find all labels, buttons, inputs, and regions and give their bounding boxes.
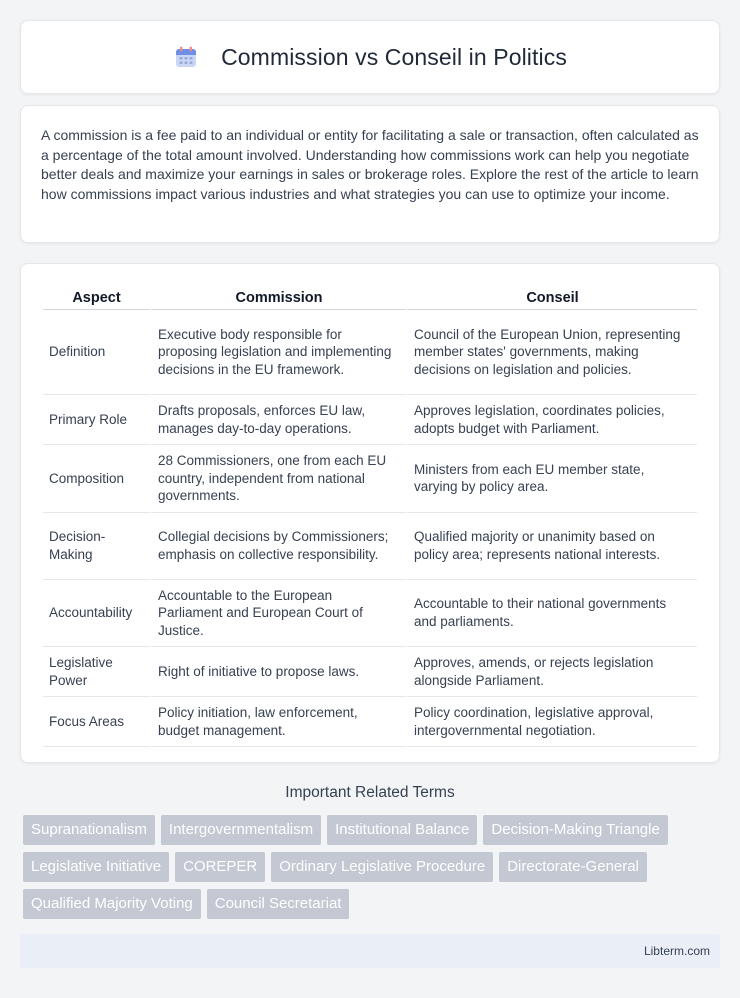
- row-commission: 28 Commissioners, one from each EU country, independent from national governments.: [150, 445, 406, 513]
- table-header-row: [43, 284, 697, 310]
- page-title: Commission vs Conseil in Politics: [221, 43, 567, 70]
- related-term-tag[interactable]: COREPER: [175, 852, 265, 882]
- footer: [20, 934, 720, 968]
- row-aspect: Decision-Making: [43, 513, 150, 580]
- header-commission: Commission: [150, 284, 406, 310]
- related-term-tag[interactable]: Legislative Initiative: [23, 852, 169, 882]
- row-conseil: Approves, amends, or rejects legislation alongside Parliament.: [406, 647, 697, 697]
- row-aspect: Primary Role: [43, 395, 150, 445]
- row-conseil: Policy coordination, legislative approval, intergovernmental negotiation.: [406, 697, 697, 747]
- footer-brand[interactable]: Libterm.com: [643, 944, 710, 958]
- header-aspect: Aspect: [43, 284, 150, 310]
- row-conseil: Qualified majority or unanimity based on policy area; represents national interests.: [406, 513, 697, 580]
- comparison-table: [43, 284, 697, 747]
- row-aspect: Definition: [43, 310, 150, 395]
- table-row: [43, 580, 697, 648]
- row-commission: Executive body responsible for proposing legislation and implementing decisions in the EU framework.: [150, 310, 406, 395]
- row-conseil: Ministers from each EU member state, varying by policy area.: [406, 445, 697, 513]
- table-row: [43, 310, 697, 395]
- related-term-tag[interactable]: Institutional Balance: [327, 815, 477, 845]
- intro-paragraph: A commission is a fee paid to an individual or entity for facilitating a sale or transaction, often calculated as a percentage of the total amount involved. Understanding how commissions work can help you negotiate better deals and maximize your earnings in sales or brokerage roles. Explore the rest of the article to learn how commissions impact various industries and what strategies you can use to optimize your income.: [41, 127, 699, 202]
- row-aspect: Accountability: [43, 580, 150, 648]
- row-aspect: Focus Areas: [43, 697, 150, 747]
- row-conseil: Accountable to their national governments and parliaments.: [406, 580, 697, 648]
- related-term-tag[interactable]: Directorate-General: [499, 852, 647, 882]
- row-aspect: Composition: [43, 445, 150, 513]
- row-commission: Collegial decisions by Commissioners; emphasis on collective responsibility.: [150, 513, 406, 580]
- header-conseil: Conseil: [406, 284, 697, 310]
- comparison-table-card: [20, 263, 720, 763]
- related-term-tag[interactable]: Intergovernmentalism: [161, 815, 321, 845]
- related-terms-title: Important Related Terms: [285, 784, 455, 801]
- table-row: [43, 513, 697, 580]
- related-term-tag[interactable]: Decision-Making Triangle: [483, 815, 667, 845]
- table-row: [43, 647, 697, 697]
- related-term-tag[interactable]: Qualified Majority Voting: [23, 889, 201, 919]
- related-term-tag[interactable]: Supranationalism: [23, 815, 155, 845]
- table-row: [43, 697, 697, 747]
- intro-card: [20, 105, 720, 243]
- row-conseil: Approves legislation, coordinates policies, adopts budget with Parliament.: [406, 395, 697, 445]
- calendar-icon: [173, 44, 199, 70]
- row-commission: Accountable to the European Parliament and European Court of Justice.: [150, 580, 406, 648]
- table-row: [43, 395, 697, 445]
- table-row: [43, 445, 697, 513]
- related-terms-list: [23, 815, 723, 919]
- row-conseil: Council of the European Union, representing member states' governments, making decisions on legislation and policies.: [406, 310, 697, 395]
- row-commission: Policy initiation, law enforcement, budget management.: [150, 697, 406, 747]
- related-term-tag[interactable]: Ordinary Legislative Procedure: [271, 852, 493, 882]
- related-term-tag[interactable]: Council Secretariat: [207, 889, 350, 919]
- row-commission: Drafts proposals, enforces EU law, manages day-to-day operations.: [150, 395, 406, 445]
- row-commission: Right of initiative to propose laws.: [150, 647, 406, 697]
- row-aspect: Legislative Power: [43, 647, 150, 697]
- header-card: [20, 20, 720, 94]
- title-wrap: [173, 44, 567, 71]
